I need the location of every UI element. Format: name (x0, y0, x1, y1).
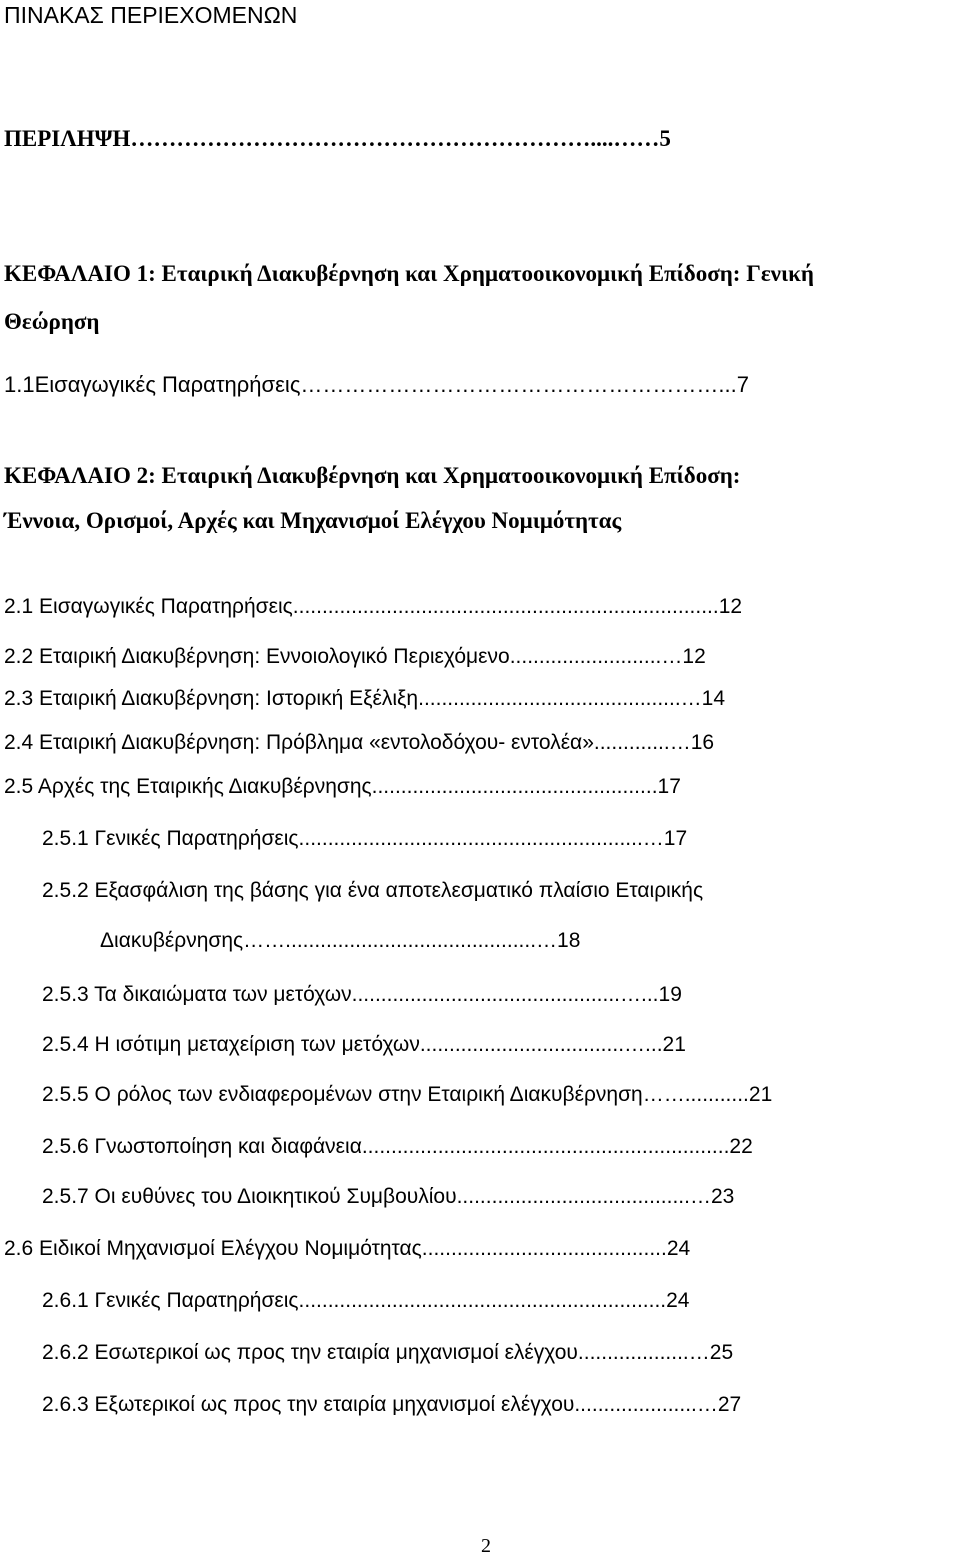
toc-entry-summary[interactable]: ΠΕΡΙΛΗΨΗ……………………………………………………....……5 (4, 126, 671, 151)
toc-entry-2-5-2-line-2[interactable]: Διακυβέρνησης……...........................................…18 (100, 929, 581, 952)
toc-entry-2-6-3[interactable]: 2.6.3 Εξωτερικοί ως προς την εταιρία μηχανισμοί ελέγχου.....................…27 (42, 1393, 742, 1416)
toc-entry-2-6-2[interactable]: 2.6.2 Εσωτερικοί ως προς την εταιρία μηχανισμοί ελέγχου...................…25 (42, 1341, 734, 1364)
chapter-2-title-line-2[interactable]: Έννοια, Ορισμοί, Αρχές και Μηχανισμοί Ελέγχου Νομιμότητας (4, 508, 622, 533)
toc-entry-2-2[interactable]: 2.2 Εταιρική Διακυβέρνηση: Εννοιολογικό Περιεχόμενο..........................…12 (4, 645, 706, 668)
toc-entry-2-5[interactable]: 2.5 Αρχές της Εταιρικής Διακυβέρνησης.................................................17 (4, 775, 681, 798)
chapter-2-title-line-1[interactable]: ΚΕΦΑΛΑΙΟ 2: Εταιρική Διακυβέρνηση και Χρηματοοικονομική Επίδοση: (4, 463, 741, 488)
toc-entry-2-5-1[interactable]: 2.5.1 Γενικές Παρατηρήσεις...........................................................…17 (42, 827, 688, 850)
toc-entry-2-4[interactable]: 2.4 Εταιρική Διακυβέρνηση: Πρόβλημα «εντολοδόχου- εντολέα».............…16 (4, 731, 715, 754)
toc-heading: ΠΙΝΑΚΑΣ ΠΕΡΙΕΧΟΜΕΝΩΝ (4, 2, 298, 28)
toc-entry-2-5-2-line-1[interactable]: 2.5.2 Εξασφάλιση της βάσης για ένα αποτελεσματικό πλαίσιο Εταιρικής (42, 879, 704, 902)
chapter-1-title-line-2[interactable]: Θεώρηση (4, 309, 100, 334)
toc-entry-2-6-1[interactable]: 2.6.1 Γενικές Παρατηρήσεις...............................................................24 (42, 1289, 690, 1312)
toc-entry-2-5-7[interactable]: 2.5.7 Οι ευθύνες του Διοικητικού Συμβουλίου........................................…23 (42, 1185, 735, 1208)
toc-entry-2-3[interactable]: 2.3 Εταιρική Διακυβέρνηση: Ιστορική Εξέλιξη.............................................…14 (4, 687, 726, 710)
chapter-1-title-line-1[interactable]: ΚΕΦΑΛΑΙΟ 1: Εταιρική Διακυβέρνηση και Χρηματοοικονομική Επίδοση: Γενική (4, 261, 814, 286)
toc-entry-2-6[interactable]: 2.6 Ειδικοί Μηχανισμοί Ελέγχου Νομιμότητας..........................................24 (4, 1237, 691, 1260)
page-number: 2 (481, 1535, 491, 1557)
toc-entry-2-1[interactable]: 2.1 Εισαγωγικές Παρατηρήσεις.........................................................................12 (4, 595, 743, 618)
toc-entry-2-5-5[interactable]: 2.5.5 Ο ρόλος των ενδιαφερομένων στην Εταιρική Διακυβέρνηση……...........21 (42, 1083, 773, 1106)
toc-entry-1-1[interactable]: 1.1Εισαγωγικές Παρατηρήσεις…………………………………………………...7 (4, 372, 749, 397)
toc-entry-2-5-3[interactable]: 2.5.3 Τα δικαιώματα των μετόχων..............................................…...19 (42, 983, 682, 1006)
toc-entry-2-5-6[interactable]: 2.5.6 Γνωστοποίηση και διαφάνεια...............................................................22 (42, 1135, 753, 1158)
toc-entry-2-5-4[interactable]: 2.5.4 Η ισότιμη μεταχείριση των μετόχων...................................…...21 (42, 1033, 686, 1056)
